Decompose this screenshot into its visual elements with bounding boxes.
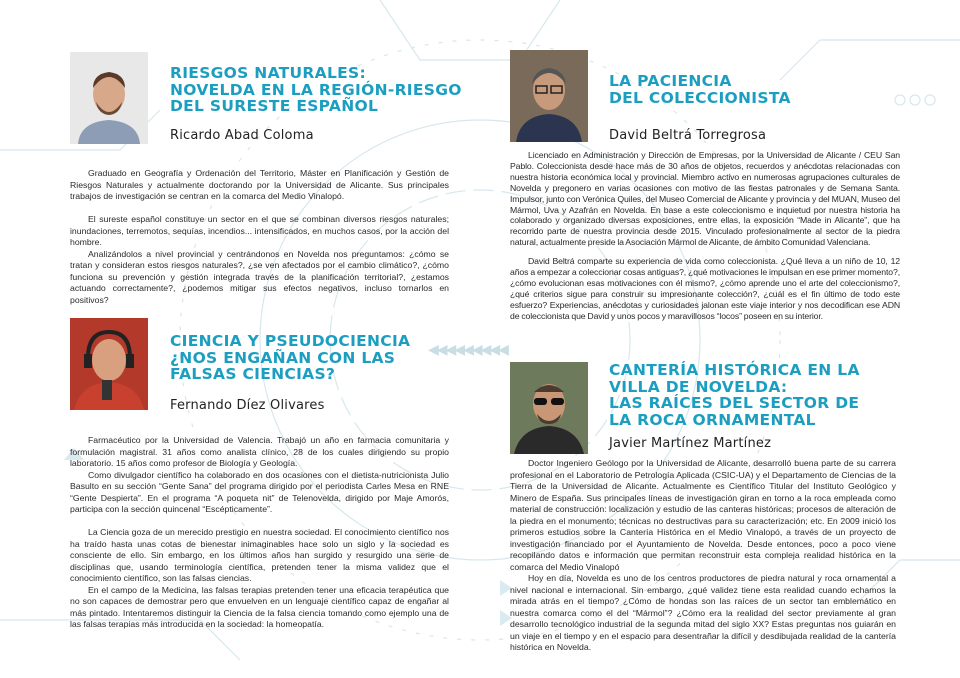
article-title: RIESGOS NATURALES: NOVELDA EN LA REGIÓN-RIESGO DEL SURESTE ESPAÑOL — [170, 64, 462, 115]
author-name: Ricardo Abad Coloma — [170, 128, 314, 143]
decorative-arrows: ◀◀◀◀◀◀◀◀◀ — [428, 342, 507, 358]
paragraph: En el campo de la Medicina, las falsas terapias pretenden tener una eficacia terapéutica que no son capaces de demostrar pero que envuelven en un lenguaje científico capaz de engañar al más pintado. Intentaremos distinguir la Ciencia de la falsa ciencia tomando como ejemplo una de las falsas terapias más introducida en la sociedad: la homeopatía. — [70, 584, 449, 629]
paragraph: David Beltrá comparte su experiencia de vida como coleccionista. ¿Qué lleva a un niño de 10, 12 años a empezar a coleccionar cosas antiguas?, ¿qué motivaciones le impulsan en ese primer momento?, ¿cómo evolucionan esas motivaciones con él mismo?, ¿cómo aprende uno el arte del coleccionismo?, ¿qué criterios sigue para construir su impresionante colección?, ¿cuál es el fin último de todo este esfuerzo? Experiencias, anécdotas y curiosidades jalonan este viaje interior y nos decodifican ese ADN de coleccionista que David y unos pocos y maravillosos “locos” poseen en su interior. — [510, 256, 900, 321]
paragraph: Hoy en día, Novelda es uno de los centros productores de piedra natural y roca ornamental a nivel nacional e internacional. Sin embargo, ¿qué validez tiene esta realidad cuando echamos la mirada atrás en el tiempo? ¿Cómo de hondas son las raíces de un sector tan emblemático en nuestra comarca como el del “Mármol”? ¿Cómo era la realidad del sector previamente al gran desarrollo tecnológico industrial de la segunda mitad del siglo XX? Estas preguntas nos guiarán en un viaje en el tiempo y en el espacio para desentrañar la difícil y desdibujada realidad de la cantería histórica en Novelda. — [510, 573, 896, 652]
article-title: CANTERÍA HISTÓRICA EN LA VILLA DE NOVELDA: LAS RAÍCES DEL SECTOR DE LA ROCA ORNAMENTAL — [609, 361, 860, 429]
article-body — [510, 458, 896, 654]
paragraph: Analizándolos a nivel provincial y centrándonos en Novelda nos preguntamos: ¿cómo se tratan y consideran estos riesgos naturales?, ¿se ven afectados por el cambio climático?, ¿cómo funciona su prevención y gestión integrada través de la planificación territorial?, ¿estamos actuando correctamente?, ¿podemos mitigar sus efectos negativos, incluso tornarlos en positivos? — [70, 248, 449, 305]
paragraph: Licenciado en Administración y Dirección de Empresas, por la Universidad de Alicante / CEU San Pablo. Coleccionista desde hace más de 30 años de objetos, recuerdos y anécdotas relacionadas con nuestra historia económica local y provincial. Miembro activo en numerosas agrupaciones culturales de Novelda y pregonero en varias ocasiones con motivo de las fiestas patronales y de Semana Santa. Impulsor, junto con Verónica Quiles, del Museo Comercial de Alicante y provincia y del MUAN, Museo del Mármol, Uva y Azafrán en Novelda. En base a este coleccionismo e inquietud por nuestra historia ha colaborado y organizado diversas exposiciones, entre ellas, la exposición “Made in Alicante”, que ha recorrido parte de nuestra provincia desde 2015. Vinculado profesionalmente al sector de la piedra natural, actualmente preside la Asociación Mármol de Alicante, de ámbito Comunidad Valenciana. — [510, 150, 900, 248]
paragraph: El sureste español constituye un sector en el que se combinan diversos riesgos naturales; inundaciones, terremotos, sequías, incendios... intensificados, en muchos casos, por la acción del hombre. — [70, 214, 449, 247]
author-photo-javier — [510, 362, 588, 454]
article-title: LA PACIENCIA DEL COLECCIONISTA — [609, 72, 791, 107]
article-body — [510, 150, 900, 322]
author-photo-ricardo — [70, 52, 148, 144]
author-name: Javier Martínez Martínez — [609, 436, 772, 451]
author-name: Fernando Díez Olivares — [170, 398, 325, 413]
paragraph: Graduado en Geografía y Ordenación del Territorio, Máster en Planificación y Gestión de Riesgos Naturales y actualmente doctorando por la Universidad de Alicante. Sus principales trabajos de investigación se centran en la comarca del Medio Vinalopó. — [70, 168, 449, 201]
author-name: David Beltrá Torregrosa — [609, 128, 767, 143]
author-photo-fernando — [70, 318, 148, 410]
author-photo-david — [510, 50, 588, 142]
paragraph: La Ciencia goza de un merecido prestigio en nuestra sociedad. El conocimiento científico nos ha traído hasta unas cotas de bienestar inimaginables hace solo un siglo y la sociedad es consciente de ello. Sin embargo, en los últimos años han surgido y resurgido una serie de disciplinas que, usando terminología científica, pretenden tener la misma validez que el conocimiento científico, son las falsas ciencias. — [70, 527, 449, 583]
paragraph: Farmacéutico por la Universidad de Valencia. Trabajó un año en farmacia comunitaria y formulación magistral. 31 años como analista clínico, 28 de los cuales dirigiendo su propio laboratorio. 15 años como profesor de Biología y Geología. — [70, 435, 449, 468]
article-title: CIENCIA Y PSEUDOCIENCIA ¿NOS ENGAÑAN CON LAS FALSAS CIENCIAS? — [170, 332, 411, 383]
paragraph: Doctor Ingeniero Geólogo por la Universidad de Alicante, desarrolló buena parte de su carrera profesional en el Laboratorio de Petrología Aplicada (CSIC-UA) y el Departamento de Ciencias de la Tierra de la Universidad de Alicante. Actualmente es Científico Titular del Instituto Geológico y Minero de España. Sus principales líneas de investigación giran en torno a la roca empleada como material de construcción: localización y estudio de las canteras históricas; procesos de alteración de la piedra en el monumento; técnicas no destructivas para su caracterización; etc. En 2009 inició los primeros estudios sobre la Cantería Histórica en el Medio Vinalopó, a través de un proyecto de investigación financiado por el Ayuntamiento de Novelda. Desde entonces, poco a poco viene recopilando datos e información que permitan reconstruir esta compleja realidad histórica en la comarca del Medio Vinalopó — [510, 458, 896, 572]
article-body — [70, 168, 449, 306]
paragraph: Como divulgador científico ha colaborado en dos ocasiones con el dietista-nutricionista Julio Basulto en su sección “Gente Sana” del programa dirigido por el periodista Carles Mesa en RNE “Gente Despierta”. En el programa “A poqueta nit” de Telenovelda, dirigido por Maje Amorós, participa con la sección quincenal “Escépticamente”. — [70, 469, 449, 514]
article-body — [70, 435, 449, 631]
